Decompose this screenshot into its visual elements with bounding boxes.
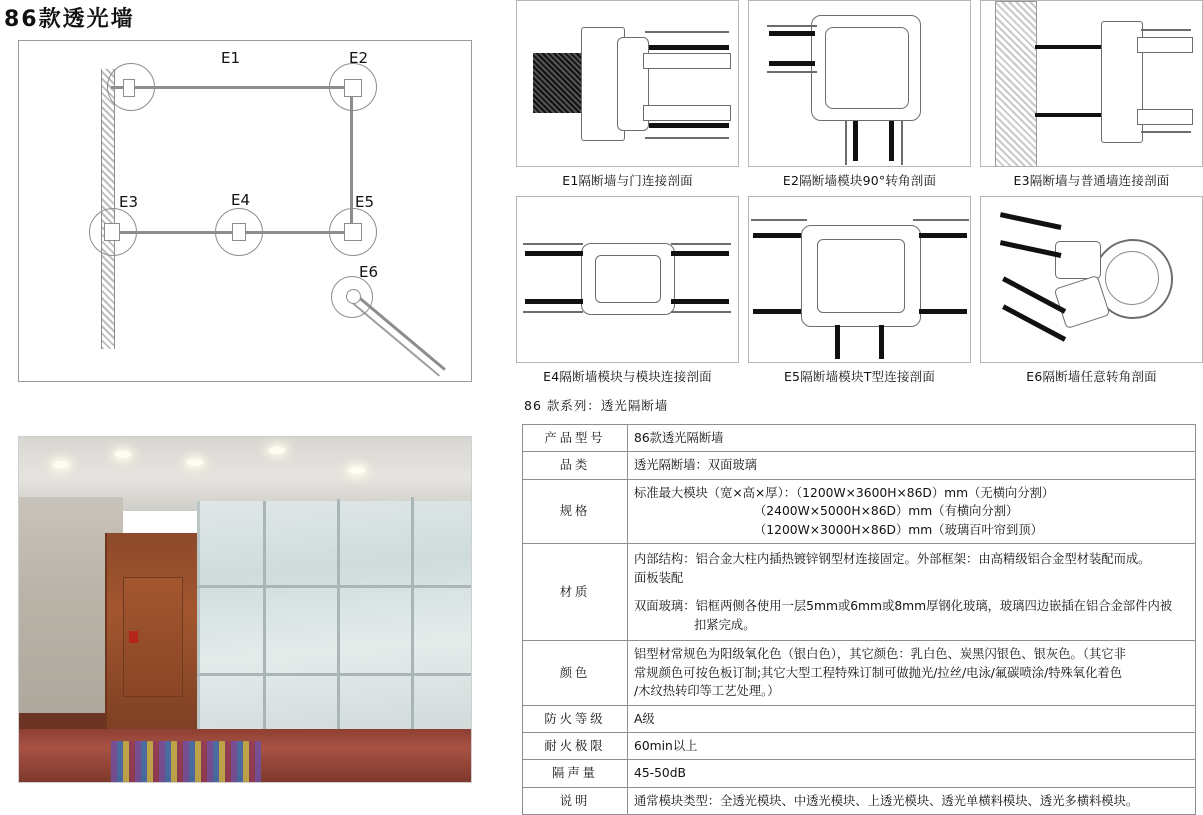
detail-drawing-e4 bbox=[516, 196, 739, 363]
e2-edge-2 bbox=[767, 71, 817, 73]
e4-glass-left-top bbox=[525, 251, 583, 256]
spec-line: 扣紧完成。 bbox=[694, 617, 756, 632]
photo-light-3 bbox=[187, 459, 203, 466]
detail-row-2 bbox=[516, 196, 1203, 392]
spec-line: 铝型材常规色为阳级氧化色（银白色），其它颜色：乳白色、炭黑闪银色、银灰色。（其它非 bbox=[634, 647, 1126, 662]
e3-edge-top bbox=[1141, 29, 1191, 31]
right-column bbox=[516, 0, 1203, 808]
photo-glass-partition bbox=[197, 501, 472, 737]
e2-edge-4 bbox=[901, 121, 903, 165]
node-label-e6: E6 bbox=[359, 263, 379, 281]
e3-glass-bottom bbox=[1137, 109, 1193, 125]
e6-bracket-upper bbox=[1055, 241, 1101, 279]
detail-caption-e4: E4隔断墙模块与模块连接剖面 bbox=[543, 369, 712, 384]
detail-row-1 bbox=[516, 0, 1203, 196]
node-circle-e5 bbox=[329, 208, 377, 256]
table-row bbox=[523, 760, 1196, 787]
e6-round-post-inner bbox=[1105, 251, 1159, 305]
left-column bbox=[0, 0, 510, 789]
detail-cell-e2 bbox=[748, 0, 971, 196]
detail-drawing-e5 bbox=[748, 196, 971, 363]
detail-drawing-e1 bbox=[516, 0, 739, 167]
photo-mullion-1 bbox=[263, 501, 266, 733]
spec-value-fire-rating bbox=[628, 705, 1196, 732]
spec-line: （2400W×5000H×86D）mm（有横向分割） bbox=[754, 504, 1019, 519]
series-label: 86 款系列：透光隔断墙 bbox=[524, 398, 669, 413]
spec-line: A级 bbox=[634, 711, 655, 726]
spec-key-sound: 隔声量 bbox=[523, 760, 628, 787]
e1-glass-bottom bbox=[643, 105, 731, 121]
e2-glass-lower-left bbox=[769, 61, 815, 66]
node-circle-e1 bbox=[107, 63, 155, 111]
e5-edge-1 bbox=[751, 219, 807, 221]
e1-seal-top bbox=[649, 45, 729, 50]
photo-mullion-3 bbox=[411, 497, 414, 733]
table-row bbox=[523, 787, 1196, 814]
e2-glass-down-1 bbox=[853, 121, 858, 161]
e6-glass-1 bbox=[1000, 212, 1062, 230]
e4-edge-1 bbox=[523, 243, 583, 245]
e5-glass-d1 bbox=[835, 325, 840, 359]
spec-line: 60min以上 bbox=[634, 738, 698, 753]
photo-transom-2 bbox=[197, 673, 471, 676]
spec-value-size bbox=[628, 479, 1196, 543]
detail-cell-e3 bbox=[980, 0, 1203, 196]
spec-key-fire-rating: 防火等级 bbox=[523, 705, 628, 732]
spec-value-category bbox=[628, 452, 1196, 479]
e2-glass-down-2 bbox=[889, 121, 894, 161]
spec-line: 双面玻璃：铝框两侧各使用一层5mm或6mm或8mm厚钢化玻璃，玻璃四边嵌插在铝合金部件内被 bbox=[634, 599, 1173, 614]
detail-drawing-e6 bbox=[980, 196, 1203, 363]
page-title: 86款透光墙 bbox=[4, 7, 135, 32]
e2-edge-1 bbox=[767, 25, 817, 27]
e3-anchor-2 bbox=[1035, 113, 1101, 117]
detail-cell-e6 bbox=[980, 196, 1203, 392]
detail-caption-e1: E1隔断墙与门连接剖面 bbox=[562, 173, 693, 188]
e5-glass-d2 bbox=[879, 325, 884, 359]
spec-line: （1200W×3000H×86D）mm（玻璃百叶帘到顶） bbox=[754, 522, 1043, 537]
photo-door-handle bbox=[129, 631, 138, 643]
photo-light-5 bbox=[349, 467, 365, 474]
e1-edge-top bbox=[645, 31, 729, 33]
spec-line: 内部结构：铝合金大柱内插热镀锌钢型材连接固定。外部框架：由高精级铝合金型材装配而成。 bbox=[634, 552, 1151, 567]
detail-drawing-e2 bbox=[748, 0, 971, 167]
spec-key-material: 材质 bbox=[523, 544, 628, 641]
detail-cell-e4 bbox=[516, 196, 739, 392]
spec-table bbox=[522, 424, 1196, 815]
spec-line: /木纹热转印等工艺处理。） bbox=[634, 684, 780, 699]
photo-mullion-2 bbox=[337, 499, 340, 733]
table-row bbox=[523, 732, 1196, 759]
e5-edge-2 bbox=[913, 219, 969, 221]
line-top bbox=[125, 86, 353, 89]
node-label-e1: E1 bbox=[221, 49, 241, 67]
e5-tee-inner bbox=[817, 239, 905, 313]
spec-line: 86款透光隔断墙 bbox=[634, 431, 724, 445]
e4-glass-left-bottom bbox=[525, 299, 583, 304]
node-circle-e2 bbox=[329, 63, 377, 111]
spec-value-color bbox=[628, 641, 1196, 705]
e2-edge-3 bbox=[845, 121, 847, 165]
node-circle-e3 bbox=[89, 208, 137, 256]
e1-edge-bottom bbox=[645, 137, 729, 139]
photo-carpet bbox=[111, 741, 261, 782]
node-label-e4: E4 bbox=[231, 191, 251, 209]
e3-masonry-wall bbox=[995, 1, 1037, 167]
spec-line: 常规颜色可按色板订制;其它大型工程特殊订制可做抛光/拉丝/电泳/氟碳喷涂/特殊氧化着色 bbox=[634, 665, 1122, 680]
e4-glass-right-top bbox=[671, 251, 729, 256]
node-label-e2: E2 bbox=[349, 49, 369, 67]
e4-module-joint-inner bbox=[595, 255, 661, 303]
photo-light-4 bbox=[269, 447, 285, 454]
e2-corner-inner bbox=[825, 27, 909, 109]
e4-edge-3 bbox=[671, 243, 731, 245]
e2-glass-upper-left bbox=[769, 31, 815, 36]
e3-glass-top bbox=[1137, 37, 1193, 53]
e4-glass-right-bottom bbox=[671, 299, 729, 304]
spec-line: 标准最大模块（宽×高×厚）：（1200W×3600H×86D）mm（无横向分割） bbox=[634, 485, 1055, 500]
e4-edge-4 bbox=[671, 311, 731, 313]
node-circle-e6 bbox=[331, 276, 373, 318]
table-row bbox=[523, 452, 1196, 479]
schematic-diagram bbox=[18, 40, 472, 382]
spec-value-sound bbox=[628, 760, 1196, 787]
spec-line: 通常模块类型：全透光模块、中透光模块、上透光模块、透光单横料模块、透光多横料模块。 bbox=[634, 793, 1139, 808]
spec-value-notes bbox=[628, 787, 1196, 814]
e3-anchor-1 bbox=[1035, 45, 1101, 49]
spec-key-category: 品类 bbox=[523, 452, 628, 479]
e1-door-leaf bbox=[533, 53, 585, 113]
detail-caption-e2: E2隔断墙模块90°转角剖面 bbox=[782, 173, 937, 188]
table-row bbox=[523, 479, 1196, 543]
detail-cell-e5 bbox=[748, 196, 971, 392]
spec-key-color: 颜色 bbox=[523, 641, 628, 705]
e3-edge-bottom bbox=[1141, 131, 1191, 133]
e5-glass-l1 bbox=[753, 233, 801, 238]
spec-line: 45-50dB bbox=[634, 766, 686, 781]
e5-glass-r1 bbox=[919, 233, 967, 238]
spec-value-fire-limit bbox=[628, 732, 1196, 759]
spec-value-material bbox=[628, 544, 1196, 641]
spec-value-model bbox=[628, 425, 1196, 452]
table-row bbox=[523, 641, 1196, 705]
e1-seal-bottom bbox=[649, 123, 729, 128]
photo-transom-1 bbox=[197, 585, 471, 588]
detail-sections bbox=[516, 0, 1203, 422]
e5-glass-r2 bbox=[919, 309, 967, 314]
e5-glass-l2 bbox=[753, 309, 801, 314]
photo-light-2 bbox=[115, 451, 131, 458]
spec-key-notes: 说明 bbox=[523, 787, 628, 814]
e1-glass-top bbox=[643, 53, 731, 69]
detail-caption-e6: E6隔断墙任意转角剖面 bbox=[1026, 369, 1157, 384]
e4-edge-2 bbox=[523, 311, 583, 313]
table-row bbox=[523, 544, 1196, 641]
spec-line: 透光隔断墙：双面玻璃 bbox=[634, 458, 757, 473]
detail-cell-e1 bbox=[516, 0, 739, 196]
table-row bbox=[523, 425, 1196, 452]
node-label-e3: E3 bbox=[119, 193, 139, 211]
e6-glass-2 bbox=[1000, 240, 1062, 258]
detail-caption-e5: E5隔断墙模块T型连接剖面 bbox=[783, 369, 936, 384]
spec-key-model: 产品型号 bbox=[523, 425, 628, 452]
detail-caption-e3: E3隔断墙与普通墙连接剖面 bbox=[1013, 173, 1170, 188]
spec-key-fire-limit: 耐火极限 bbox=[523, 732, 628, 759]
node-label-e5: E5 bbox=[355, 193, 375, 211]
table-row bbox=[523, 705, 1196, 732]
node-circle-e4 bbox=[215, 208, 263, 256]
interior-photo bbox=[18, 436, 472, 783]
photo-light-1 bbox=[53, 461, 69, 468]
spec-line: 面板装配 bbox=[634, 570, 684, 585]
spec-key-size: 规格 bbox=[523, 479, 628, 543]
detail-drawing-e3 bbox=[980, 0, 1203, 167]
